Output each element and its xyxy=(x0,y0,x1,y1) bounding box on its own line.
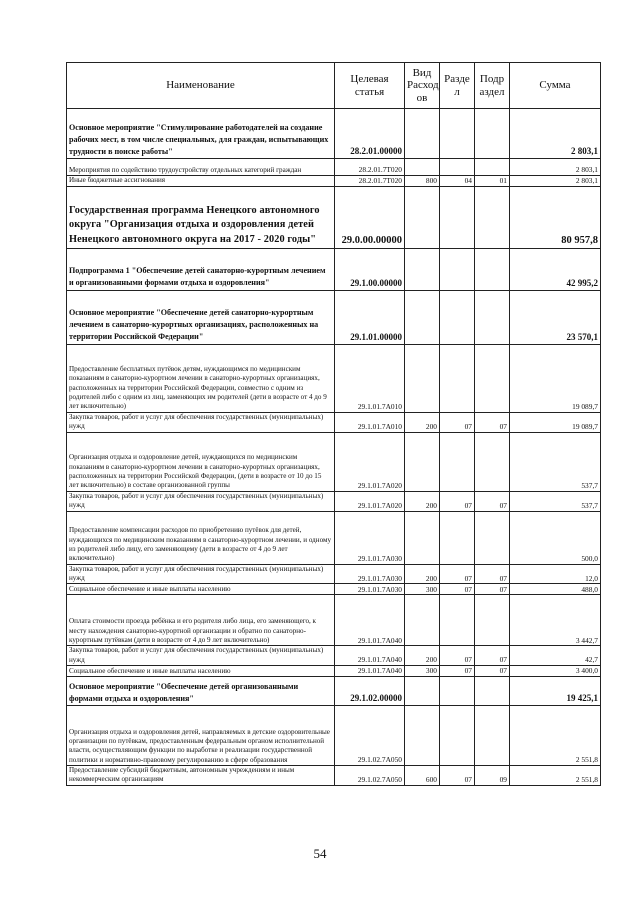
row-subsection: 07 xyxy=(475,584,510,595)
row-name: Социальное обеспечение и иные выплаты населению xyxy=(67,666,335,677)
row-target-article: 29.0.00.00000 xyxy=(335,186,405,248)
row-expense-type xyxy=(405,290,440,344)
table-row xyxy=(67,159,601,176)
row-target-article: 29.1.01.7А040 xyxy=(335,666,405,677)
row-subsection xyxy=(475,290,510,344)
table-row xyxy=(67,666,601,677)
row-amount: 2 803,1 xyxy=(510,159,601,176)
table-row xyxy=(67,646,601,666)
row-amount: 3 400,0 xyxy=(510,666,601,677)
table-row xyxy=(67,432,601,491)
row-section xyxy=(440,706,475,766)
row-expense-type xyxy=(405,511,440,564)
row-section: 07 xyxy=(440,646,475,666)
row-name: Предоставление субсидий бюджетным, автономным учреждениям и иным некоммерческим организациям xyxy=(67,766,335,786)
row-name: Закупка товаров, работ и услуг для обеспечения государственных (муниципальных) нужд xyxy=(67,646,335,666)
row-amount: 2 551,8 xyxy=(510,706,601,766)
row-subsection xyxy=(475,344,510,412)
row-amount: 42 995,2 xyxy=(510,248,601,290)
row-name: Предоставление компенсации расходов по приобретению путёвок для детей, нуждающихся по медицинским показаниям в санаторно-курортном лечении, и одному из родителей либо лицу, его заменяющему (дети в возрасте от 4 до 9 лет включительно) xyxy=(67,511,335,564)
header-subsection: Подр аздел xyxy=(475,63,510,109)
row-amount: 537,7 xyxy=(510,491,601,511)
row-section xyxy=(440,290,475,344)
row-amount: 23 570,1 xyxy=(510,290,601,344)
row-amount: 488,0 xyxy=(510,584,601,595)
table-row xyxy=(67,290,601,344)
row-section: 07 xyxy=(440,564,475,584)
row-name: Предоставление бесплатных путёвок детям, нуждающимся по медицинским показаниям в санаторно-курортном лечении в санаторно-курортных организациях, расположенных на территории Российской Федерации, совместно с одним из родителей либо с одним из лиц, заменяющих им родителей (дети в возрасте от 4 до 9 лет включительно) xyxy=(67,344,335,412)
row-target-article: 29.1.01.7А010 xyxy=(335,344,405,412)
row-target-article: 29.1.01.7А030 xyxy=(335,511,405,564)
row-target-article: 28.2.01.7Т020 xyxy=(335,176,405,187)
row-expense-type: 200 xyxy=(405,564,440,584)
row-name: Основное мероприятие "Обеспечение детей организованными формами отдыха и оздоровления" xyxy=(67,677,335,706)
row-subsection: 09 xyxy=(475,766,510,786)
row-target-article: 29.1.01.7А010 xyxy=(335,412,405,432)
row-expense-type xyxy=(405,595,440,646)
row-amount: 2 803,1 xyxy=(510,176,601,187)
row-expense-type xyxy=(405,186,440,248)
row-expense-type: 200 xyxy=(405,412,440,432)
row-amount: 19 089,7 xyxy=(510,412,601,432)
row-section: 07 xyxy=(440,584,475,595)
row-section xyxy=(440,159,475,176)
table-row xyxy=(67,109,601,159)
row-section xyxy=(440,432,475,491)
row-expense-type xyxy=(405,248,440,290)
row-expense-type xyxy=(405,677,440,706)
row-amount: 42,7 xyxy=(510,646,601,666)
row-amount: 537,7 xyxy=(510,432,601,491)
row-subsection xyxy=(475,706,510,766)
table-row xyxy=(67,186,601,248)
row-expense-type: 800 xyxy=(405,176,440,187)
table-row xyxy=(67,564,601,584)
header-name: Наименование xyxy=(67,63,335,109)
row-name: Государственная программа Ненецкого автономного округа "Организация отдыха и оздоровления детей Ненецкого автономного округа на 2017 - 2020 годы" xyxy=(67,186,335,248)
table-row xyxy=(67,766,601,786)
row-target-article: 29.1.01.7А040 xyxy=(335,595,405,646)
row-amount: 19 089,7 xyxy=(510,344,601,412)
row-section: 07 xyxy=(440,666,475,677)
row-target-article: 28.2.01.7Т020 xyxy=(335,159,405,176)
row-expense-type xyxy=(405,432,440,491)
table-row xyxy=(67,491,601,511)
row-subsection xyxy=(475,595,510,646)
row-expense-type: 300 xyxy=(405,584,440,595)
row-subsection xyxy=(475,677,510,706)
row-target-article: 29.1.02.7А050 xyxy=(335,766,405,786)
row-target-article: 29.1.01.7А020 xyxy=(335,491,405,511)
table-row xyxy=(67,511,601,564)
row-target-article: 29.1.01.00000 xyxy=(335,290,405,344)
row-subsection: 07 xyxy=(475,666,510,677)
row-name: Социальное обеспечение и иные выплаты населению xyxy=(67,584,335,595)
row-subsection xyxy=(475,432,510,491)
row-expense-type xyxy=(405,706,440,766)
row-section xyxy=(440,595,475,646)
row-subsection: 07 xyxy=(475,412,510,432)
table-row xyxy=(67,176,601,187)
row-subsection xyxy=(475,159,510,176)
row-subsection xyxy=(475,186,510,248)
row-target-article: 29.1.01.7А020 xyxy=(335,432,405,491)
row-name: Организация отдыха и оздоровление детей, нуждающихся по медицинским показаниям в санаторно-курортном лечении в санаторно-курортных организациях, расположенных на территории Российской Федерации, (дети в возрасте от 10 до 15 лет включительно) в составе организованной группы xyxy=(67,432,335,491)
header-target-article: Целевая статья xyxy=(335,63,405,109)
row-section xyxy=(440,186,475,248)
table-row xyxy=(67,706,601,766)
row-name: Оплата стоимости проезда ребёнка и его родителя либо лица, его заменяющего, к месту нахождения санаторно-курортной организации и обратно по санаторно-курортным путёвкам (дети в возрасте от 4 до 9 лет включительно) xyxy=(67,595,335,646)
page-number: 54 xyxy=(313,846,327,861)
row-subsection: 07 xyxy=(475,491,510,511)
row-subsection: 07 xyxy=(475,646,510,666)
row-target-article: 29.1.01.7А030 xyxy=(335,584,405,595)
row-name: Основное мероприятие "Стимулирование работодателей на создание рабочих мест, в том числе специальных, для граждан, испытывающих трудности в поиске работы" xyxy=(67,109,335,159)
row-name: Мероприятия по содействию трудоустройству отдельных категорий граждан xyxy=(67,159,335,176)
row-name: Иные бюджетные ассигнования xyxy=(67,176,335,187)
row-section: 07 xyxy=(440,766,475,786)
row-name: Закупка товаров, работ и услуг для обеспечения государственных (муниципальных) нужд xyxy=(67,491,335,511)
row-subsection: 01 xyxy=(475,176,510,187)
row-section xyxy=(440,248,475,290)
row-name: Подпрограмма 1 "Обеспечение детей санаторно-курортным лечением и организованными формами отдыха и оздоровления" xyxy=(67,248,335,290)
row-amount: 19 425,1 xyxy=(510,677,601,706)
row-section xyxy=(440,677,475,706)
row-section: 07 xyxy=(440,491,475,511)
row-target-article: 29.1.00.00000 xyxy=(335,248,405,290)
row-section xyxy=(440,109,475,159)
header-expense-type: Вид Расход ов xyxy=(405,63,440,109)
row-name: Организация отдыха и оздоровления детей, направляемых в детские оздоровительные организации по путёвкам, предоставленным федеральным органом исполнительной власти, осуществляющим функции по выработке и реализации государственной политики и нормативно-правовому регулированию в сфере образования xyxy=(67,706,335,766)
table-row xyxy=(67,584,601,595)
row-target-article: 29.1.01.7А040 xyxy=(335,646,405,666)
row-amount: 80 957,8 xyxy=(510,186,601,248)
row-subsection xyxy=(475,511,510,564)
row-expense-type xyxy=(405,109,440,159)
row-target-article: 29.1.02.00000 xyxy=(335,677,405,706)
row-expense-type: 200 xyxy=(405,646,440,666)
row-target-article: 28.2.01.00000 xyxy=(335,109,405,159)
row-subsection: 07 xyxy=(475,564,510,584)
row-name: Закупка товаров, работ и услуг для обеспечения государственных (муниципальных) нужд xyxy=(67,412,335,432)
table-row xyxy=(67,344,601,412)
row-section: 04 xyxy=(440,176,475,187)
row-target-article: 29.1.01.7А030 xyxy=(335,564,405,584)
row-name: Основное мероприятие "Обеспечение детей санаторно-курортным лечением в санаторно-курортных организациях, расположенных на территории Российской Федерации" xyxy=(67,290,335,344)
table-row xyxy=(67,595,601,646)
row-section xyxy=(440,511,475,564)
row-section: 07 xyxy=(440,412,475,432)
header-section: Разде л xyxy=(440,63,475,109)
row-name: Закупка товаров, работ и услуг для обеспечения государственных (муниципальных) нужд xyxy=(67,564,335,584)
row-target-article: 29.1.02.7А050 xyxy=(335,706,405,766)
row-expense-type xyxy=(405,159,440,176)
row-expense-type: 200 xyxy=(405,491,440,511)
row-section xyxy=(440,344,475,412)
row-amount: 3 442,7 xyxy=(510,595,601,646)
row-subsection xyxy=(475,248,510,290)
header-amount: Сумма xyxy=(510,63,601,109)
row-amount: 2 803,1 xyxy=(510,109,601,159)
row-expense-type: 600 xyxy=(405,766,440,786)
row-subsection xyxy=(475,109,510,159)
table-row xyxy=(67,412,601,432)
row-expense-type: 300 xyxy=(405,666,440,677)
row-amount: 500,0 xyxy=(510,511,601,564)
table-row xyxy=(67,677,601,706)
table-header-row xyxy=(67,63,601,109)
row-expense-type xyxy=(405,344,440,412)
row-amount: 2 551,8 xyxy=(510,766,601,786)
row-amount: 12,0 xyxy=(510,564,601,584)
budget-table xyxy=(66,62,601,786)
table-row xyxy=(67,248,601,290)
